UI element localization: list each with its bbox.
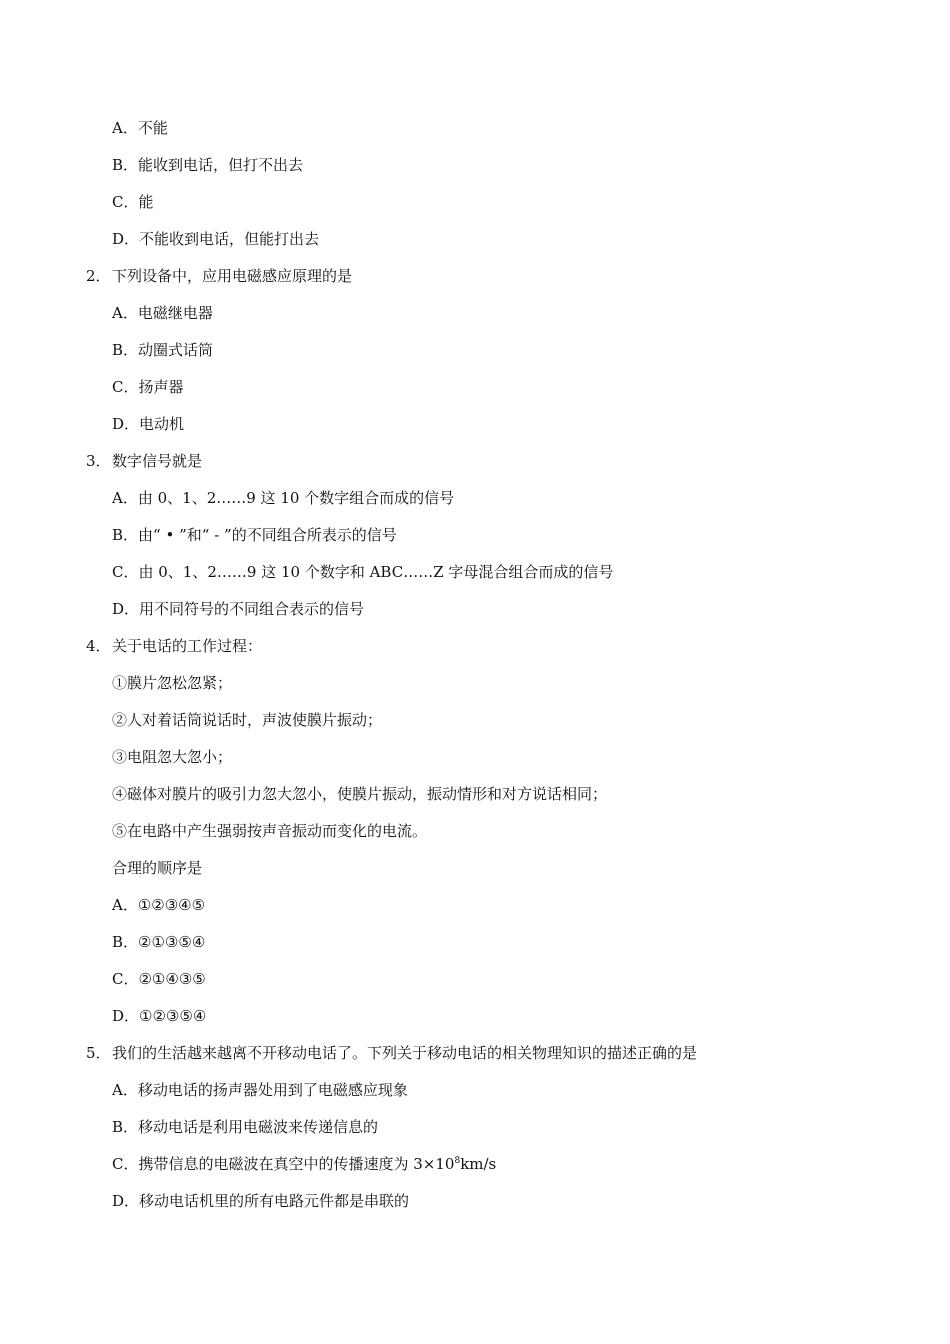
- option-text: 由 0、1、2……9 这 10 个数字和 ABC……Z 字母混合组合而成的信号: [138, 563, 614, 581]
- question-text: 关于电话的工作过程：: [112, 637, 263, 655]
- option-text: 由 0、1、2……9 这 10 个数字组合而成的信号: [137, 489, 455, 507]
- option-text: 能: [138, 193, 154, 211]
- option-text: 用不同符号的不同组合表示的信号: [139, 600, 365, 618]
- option-text: 电动机: [139, 415, 185, 433]
- q3-option-a: [112, 488, 454, 508]
- option-letter: B．: [112, 341, 139, 359]
- option-text: 携带信息的电磁波在真空中的传播速度为 3×10: [138, 1155, 455, 1173]
- option-text: ②①④③⑤: [138, 970, 206, 988]
- option-letter: D．: [112, 1192, 140, 1210]
- q5-stem: [86, 1043, 697, 1063]
- unit-text: km/s: [460, 1155, 497, 1173]
- q4-option-c: [112, 969, 206, 989]
- q3-stem: [86, 451, 202, 471]
- option-letter: B．: [112, 526, 139, 544]
- q5-option-d: [112, 1191, 409, 1211]
- option-text: 不能收到电话，但能打出去: [139, 230, 320, 248]
- q5-option-a: [112, 1080, 408, 1100]
- q4-option-a: [112, 895, 205, 915]
- option-text: 移动电话的扬声器处用到了电磁感应现象: [137, 1081, 408, 1099]
- option-text: 扬声器: [138, 378, 184, 396]
- q5-option-c: [112, 1154, 496, 1174]
- option-letter: A．: [112, 896, 138, 914]
- question-text: 下列设备中，应用电磁感应原理的是: [112, 267, 353, 285]
- option-letter: B．: [112, 1118, 139, 1136]
- q2-option-c: [112, 377, 184, 397]
- q4-statement-1: ①膜片忽松忽紧；: [112, 674, 233, 692]
- question-number: 3．: [86, 452, 111, 470]
- exponent: 8: [454, 1156, 461, 1166]
- q4-option-d: [112, 1006, 206, 1026]
- q4-statement-3: ③电阻忽大忽小；: [112, 748, 233, 766]
- q4-option-b: [112, 932, 205, 952]
- q4-prompt: 合理的顺序是: [112, 859, 203, 877]
- option-text: 电磁继电器: [137, 304, 213, 322]
- q1-option-d: [112, 229, 319, 249]
- q1-option-b: [112, 155, 303, 175]
- option-text: 移动电话机里的所有电路元件都是串联的: [139, 1192, 410, 1210]
- option-letter: B．: [112, 933, 139, 951]
- option-letter: C．: [112, 970, 139, 988]
- option-letter: B．: [112, 156, 139, 174]
- option-letter: A．: [112, 304, 138, 322]
- q3-option-b: [112, 525, 397, 545]
- option-letter: C．: [112, 563, 139, 581]
- option-letter: D．: [112, 415, 140, 433]
- q1-option-a: [112, 118, 168, 138]
- option-letter: C．: [112, 1155, 139, 1173]
- option-text: 不能: [137, 119, 168, 137]
- option-letter: A．: [112, 119, 138, 137]
- question-text: 我们的生活越来越离不开移动电话了。下列关于移动电话的相关物理知识的描述正确的是: [112, 1044, 698, 1062]
- question-number: 5．: [86, 1044, 111, 1062]
- q4-stem: [86, 636, 262, 656]
- option-text: ①②③④⑤: [137, 896, 206, 914]
- question-text: 数字信号就是: [112, 452, 203, 470]
- option-letter: D．: [112, 1007, 140, 1025]
- q1-option-c: [112, 192, 154, 212]
- q4-statement-5: ⑤在电路中产生强弱按声音振动而变化的电流。: [112, 822, 428, 840]
- q3-option-c: [112, 562, 613, 582]
- option-text: ②①③⑤④: [138, 933, 206, 951]
- q4-statement-2: ②人对着话筒说话时，声波使膜片振动；: [112, 711, 383, 729]
- option-letter: A．: [112, 489, 138, 507]
- question-number: 4．: [86, 637, 111, 655]
- q3-option-d: [112, 599, 364, 619]
- option-text: ①②③⑤④: [139, 1007, 207, 1025]
- option-letter: C．: [112, 378, 139, 396]
- q5-option-b: [112, 1117, 378, 1137]
- option-letter: D．: [112, 600, 140, 618]
- q2-stem: [86, 266, 352, 286]
- option-letter: D．: [112, 230, 140, 248]
- q2-option-b: [112, 340, 213, 360]
- option-letter: C．: [112, 193, 139, 211]
- option-letter: A．: [112, 1081, 138, 1099]
- option-text: 能收到电话，但打不出去: [138, 156, 304, 174]
- option-text: 由“ • ”和“ - ”的不同组合所表示的信号: [138, 526, 397, 544]
- q2-option-d: [112, 414, 184, 434]
- option-text: 动圈式话筒: [138, 341, 214, 359]
- q2-option-a: [112, 303, 213, 323]
- option-text: 移动电话是利用电磁波来传递信息的: [138, 1118, 379, 1136]
- q4-statement-4: ④磁体对膜片的吸引力忽大忽小，使膜片振动，振动情形和对方说话相同；: [112, 785, 608, 803]
- question-number: 2．: [86, 267, 111, 285]
